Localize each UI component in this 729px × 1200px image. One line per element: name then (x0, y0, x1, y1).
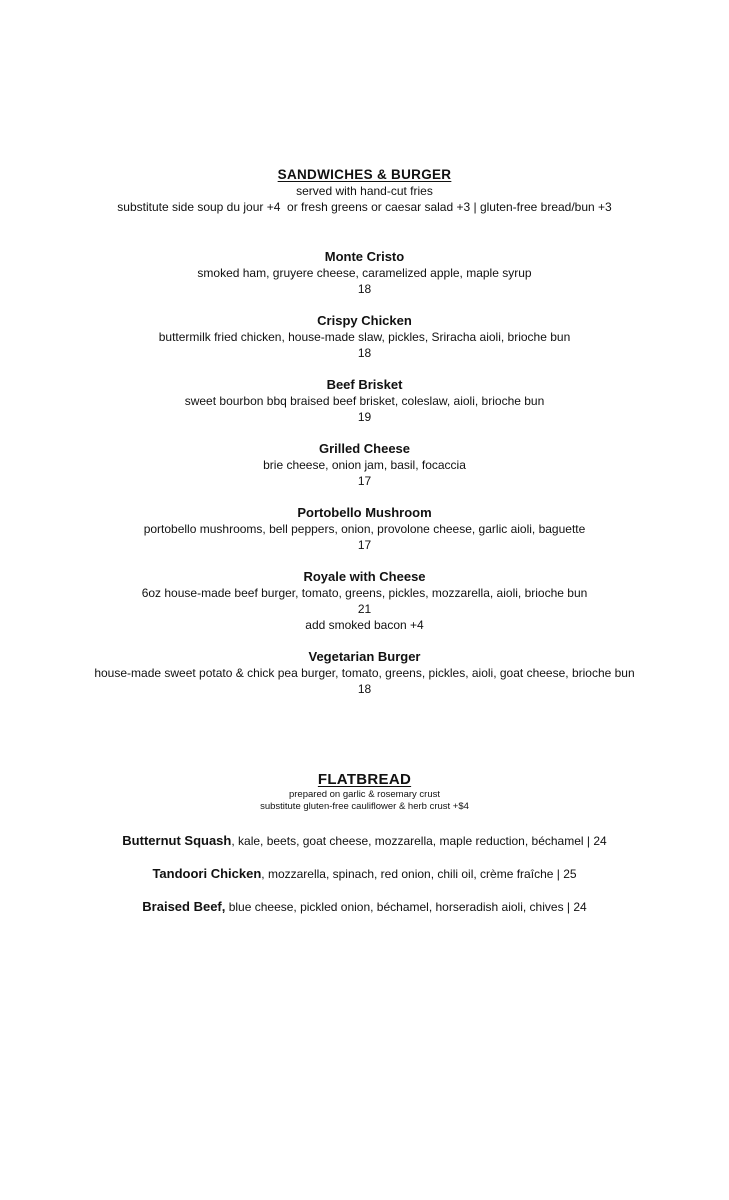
item-description: 6oz house-made beef burger, tomato, greens, pickles, mozzarella, aioli, brioche bun (141, 586, 588, 600)
menu-item-vegetarian-burger (85, 649, 645, 697)
item-name: Crispy Chicken (317, 313, 412, 328)
sandwiches-section (0, 166, 729, 713)
item-description: house-made sweet potato & chick pea burger, tomato, greens, pickles, aioli, goat cheese, brioche bun (94, 666, 635, 680)
item-name: Beef Brisket (326, 377, 403, 392)
menu-item-portobello-mushroom (85, 505, 645, 553)
flatbread-section (0, 771, 729, 932)
item-description: brie cheese, onion jam, basil, focaccia (263, 458, 466, 472)
item-description: blue cheese, pickled onion, béchamel, horseradish aioli, chives | 24 (225, 900, 587, 914)
menu-item-monte-cristo (85, 249, 645, 297)
section-subtitle-flatbread: prepared on garlic & rosemary crust (288, 789, 440, 800)
section-title-sandwiches: SANDWICHES & BURGER (277, 167, 452, 182)
item-price: 21 (357, 602, 372, 616)
section-title-flatbread: FLATBREAD (317, 771, 412, 788)
item-price: 17 (357, 474, 372, 488)
section-subtitle-sandwiches: served with hand-cut fries (296, 184, 433, 198)
item-name: Portobello Mushroom (297, 505, 432, 520)
flatbread-list (0, 833, 729, 915)
menu-item-grilled-cheese (85, 441, 645, 489)
section-note-sandwiches: substitute side soup du jour +4 or fresh greens or caesar salad +3 | gluten-free bread/bun +3 (117, 200, 612, 214)
item-price: 19 (357, 410, 372, 424)
item-name: Vegetarian Burger (308, 649, 421, 664)
menu-item-crispy-chicken (85, 313, 645, 361)
item-description: smoked ham, gruyere cheese, caramelized apple, maple syrup (197, 266, 532, 280)
menu-item-tandoori-chicken (0, 866, 729, 882)
item-name: Monte Cristo (324, 249, 405, 264)
menu-item-royale-with-cheese (85, 569, 645, 633)
item-description: , mozzarella, spinach, red onion, chili oil, crème fraîche | 25 (261, 867, 577, 881)
menu-item-braised-beef (0, 899, 729, 915)
section-note-flatbread: substitute gluten-free cauliflower & herb crust +$4 (260, 801, 469, 812)
item-description: sweet bourbon bbq braised beef brisket, coleslaw, aioli, brioche bun (184, 394, 545, 408)
item-price: 17 (357, 538, 372, 552)
item-description: buttermilk fried chicken, house-made slaw, pickles, Sriracha aioli, brioche bun (158, 330, 571, 344)
item-name: Braised Beef, (142, 899, 226, 914)
item-price: 18 (357, 682, 372, 696)
menu-item-butternut-squash (0, 833, 729, 849)
item-price: 18 (357, 346, 372, 360)
item-description: portobello mushrooms, bell peppers, onion, provolone cheese, garlic aioli, baguette (143, 522, 586, 536)
item-price: 18 (357, 282, 372, 296)
item-description: , kale, beets, goat cheese, mozzarella, maple reduction, béchamel | 24 (231, 834, 607, 848)
item-name: Royale with Cheese (303, 569, 426, 584)
item-addon: add smoked bacon +4 (305, 618, 424, 632)
item-name: Butternut Squash (122, 833, 232, 848)
item-name: Grilled Cheese (318, 441, 411, 456)
item-name: Tandoori Chicken (152, 866, 262, 881)
menu-item-beef-brisket (85, 377, 645, 425)
sandwich-list (0, 249, 729, 697)
